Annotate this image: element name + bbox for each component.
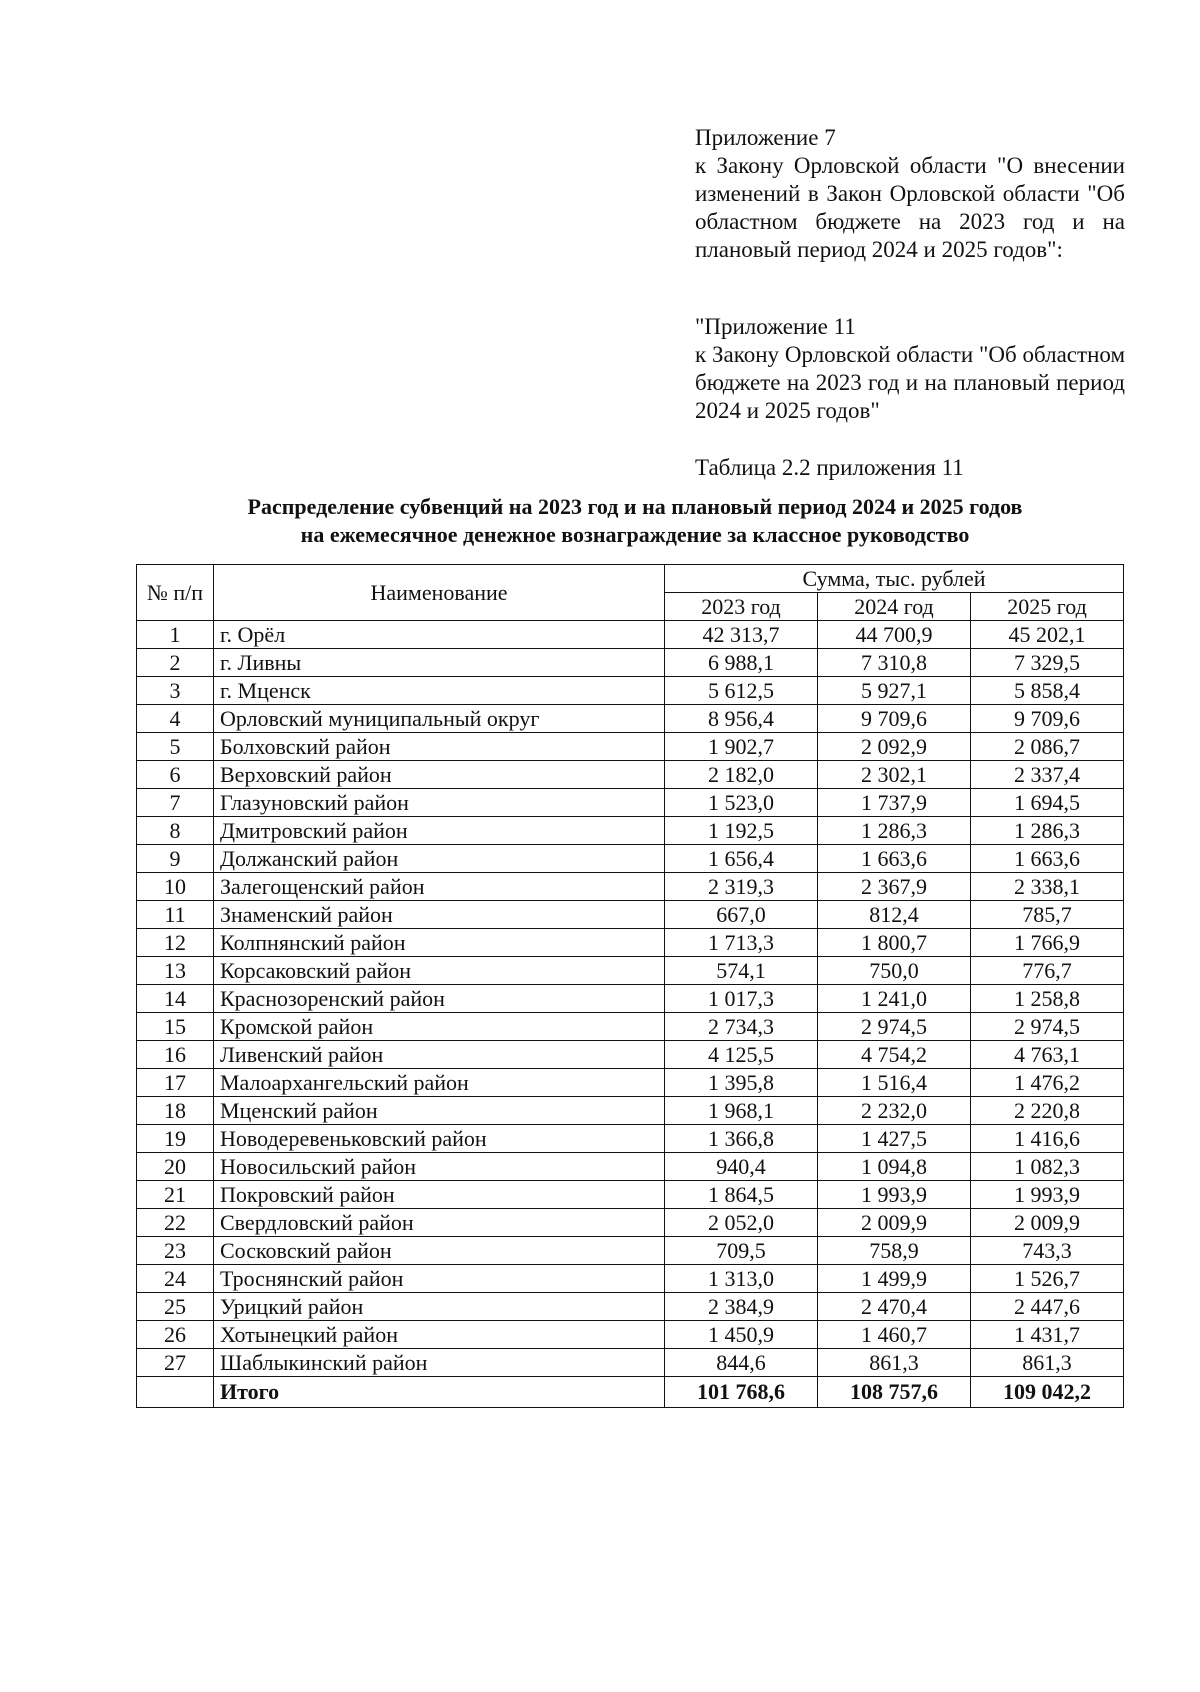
amount-2025: 1 416,6 [971, 1125, 1124, 1153]
amount-2025: 785,7 [971, 901, 1124, 929]
municipality-name: Орловский муниципальный округ [214, 705, 665, 733]
appendix-11-header [695, 313, 1125, 425]
row-number: 27 [137, 1349, 214, 1377]
row-number: 26 [137, 1321, 214, 1349]
amount-2024: 861,3 [818, 1349, 971, 1377]
row-number: 2 [137, 649, 214, 677]
row-number: 17 [137, 1069, 214, 1097]
municipality-name: Троснянский район [214, 1265, 665, 1293]
amount-2024: 1 737,9 [818, 789, 971, 817]
table-row [137, 1349, 1124, 1377]
amount-2025: 1 993,9 [971, 1181, 1124, 1209]
amount-2024: 9 709,6 [818, 705, 971, 733]
amount-2023: 1 523,0 [665, 789, 818, 817]
amount-2025: 2 338,1 [971, 873, 1124, 901]
amount-2023: 2 734,3 [665, 1013, 818, 1041]
amount-2023: 2 384,9 [665, 1293, 818, 1321]
municipality-name: Сосковский район [214, 1237, 665, 1265]
amount-2025: 2 447,6 [971, 1293, 1124, 1321]
amount-2023: 1 864,5 [665, 1181, 818, 1209]
municipality-name: Должанский район [214, 845, 665, 873]
document-title-line-1: Распределение субвенций на 2023 год и на плановый период 2024 и 2025 годов [247, 494, 1023, 519]
municipality-name: Верховский район [214, 761, 665, 789]
row-number: 10 [137, 873, 214, 901]
amount-2024: 1 993,9 [818, 1181, 971, 1209]
amount-2025: 2 974,5 [971, 1013, 1124, 1041]
subvention-table [136, 564, 1124, 1408]
amount-2025: 1 431,7 [971, 1321, 1124, 1349]
municipality-name: г. Орёл [214, 621, 665, 649]
amount-2023: 2 052,0 [665, 1209, 818, 1237]
amount-2025: 743,3 [971, 1237, 1124, 1265]
amount-2023: 4 125,5 [665, 1041, 818, 1069]
amount-2025: 4 763,1 [971, 1041, 1124, 1069]
amount-2025: 1 082,3 [971, 1153, 1124, 1181]
row-number: 8 [137, 817, 214, 845]
municipality-name: Болховский район [214, 733, 665, 761]
total-row [137, 1377, 1124, 1408]
amount-2024: 2 232,0 [818, 1097, 971, 1125]
municipality-name: Малоархангельский район [214, 1069, 665, 1097]
row-number: 9 [137, 845, 214, 873]
appendix-7-text: к Закону Орловской области "О внесении изменений в Закон Орловской области "Об областном бюджете на 2023 год и на плановый период 2024 и 2025 годов": [695, 153, 1125, 262]
table-row [137, 1013, 1124, 1041]
row-number: 24 [137, 1265, 214, 1293]
row-number: 25 [137, 1293, 214, 1321]
amount-2024: 750,0 [818, 957, 971, 985]
amount-2025: 1 286,3 [971, 817, 1124, 845]
document-title [150, 493, 1120, 549]
amount-2023: 1 713,3 [665, 929, 818, 957]
amount-2023: 2 182,0 [665, 761, 818, 789]
row-number: 20 [137, 1153, 214, 1181]
row-number: 12 [137, 929, 214, 957]
amount-2025: 1 663,6 [971, 845, 1124, 873]
row-number: 5 [137, 733, 214, 761]
amount-2025: 2 220,8 [971, 1097, 1124, 1125]
table-row [137, 985, 1124, 1013]
amount-2024: 7 310,8 [818, 649, 971, 677]
amount-2024: 1 241,0 [818, 985, 971, 1013]
amount-2024: 1 800,7 [818, 929, 971, 957]
amount-2024: 2 302,1 [818, 761, 971, 789]
amount-2024: 1 663,6 [818, 845, 971, 873]
municipality-name: Урицкий район [214, 1293, 665, 1321]
municipality-name: Дмитровский район [214, 817, 665, 845]
amount-2023: 42 313,7 [665, 621, 818, 649]
row-number: 13 [137, 957, 214, 985]
municipality-name: Свердловский район [214, 1209, 665, 1237]
municipality-name: Ливенский район [214, 1041, 665, 1069]
amount-2024: 4 754,2 [818, 1041, 971, 1069]
municipality-name: Глазуновский район [214, 789, 665, 817]
table-row [137, 705, 1124, 733]
amount-2025: 776,7 [971, 957, 1124, 985]
table-row [137, 1069, 1124, 1097]
table-reference: Таблица 2.2 приложения 11 [695, 455, 964, 480]
row-number: 6 [137, 761, 214, 789]
amount-2023: 1 656,4 [665, 845, 818, 873]
municipality-name: Корсаковский район [214, 957, 665, 985]
table-row [137, 1209, 1124, 1237]
municipality-name: Шаблыкинский район [214, 1349, 665, 1377]
header-year-2024: 2024 год [818, 593, 971, 621]
total-2025: 109 042,2 [971, 1377, 1124, 1408]
appendix-7-title: Приложение 7 [695, 125, 836, 150]
amount-2024: 1 094,8 [818, 1153, 971, 1181]
municipality-name: г. Мценск [214, 677, 665, 705]
amount-2023: 940,4 [665, 1153, 818, 1181]
row-number: 18 [137, 1097, 214, 1125]
amount-2023: 2 319,3 [665, 873, 818, 901]
table-body [137, 621, 1124, 1377]
row-number: 4 [137, 705, 214, 733]
total-2024: 108 757,6 [818, 1377, 971, 1408]
table-row [137, 789, 1124, 817]
header-sum: Сумма, тыс. рублей [665, 565, 1124, 593]
amount-2025: 2 086,7 [971, 733, 1124, 761]
amount-2023: 1 450,9 [665, 1321, 818, 1349]
table-row [137, 733, 1124, 761]
table-row [137, 1041, 1124, 1069]
amount-2025: 1 694,5 [971, 789, 1124, 817]
header-name: Наименование [214, 565, 665, 621]
amount-2025: 45 202,1 [971, 621, 1124, 649]
amount-2023: 1 968,1 [665, 1097, 818, 1125]
table-row [137, 873, 1124, 901]
amount-2024: 1 460,7 [818, 1321, 971, 1349]
table-row [137, 957, 1124, 985]
row-number: 22 [137, 1209, 214, 1237]
amount-2024: 5 927,1 [818, 677, 971, 705]
amount-2025: 2 009,9 [971, 1209, 1124, 1237]
amount-2025: 1 258,8 [971, 985, 1124, 1013]
amount-2024: 1 427,5 [818, 1125, 971, 1153]
table-row [137, 1321, 1124, 1349]
appendix-7-header [695, 124, 1125, 264]
amount-2023: 574,1 [665, 957, 818, 985]
municipality-name: Колпнянский район [214, 929, 665, 957]
municipality-name: Мценский район [214, 1097, 665, 1125]
amount-2023: 8 956,4 [665, 705, 818, 733]
header-number: № п/п [137, 565, 214, 621]
municipality-name: Новосильский район [214, 1153, 665, 1181]
amount-2023: 1 017,3 [665, 985, 818, 1013]
municipality-name: Краснозоренский район [214, 985, 665, 1013]
municipality-name: Покровский район [214, 1181, 665, 1209]
amount-2024: 1 286,3 [818, 817, 971, 845]
row-number: 7 [137, 789, 214, 817]
table-row [137, 1153, 1124, 1181]
header-year-2025: 2025 год [971, 593, 1124, 621]
amount-2025: 1 766,9 [971, 929, 1124, 957]
row-number: 16 [137, 1041, 214, 1069]
table-row [137, 845, 1124, 873]
amount-2025: 7 329,5 [971, 649, 1124, 677]
table-row [137, 1125, 1124, 1153]
amount-2023: 5 612,5 [665, 677, 818, 705]
row-number: 14 [137, 985, 214, 1013]
amount-2025: 1 526,7 [971, 1265, 1124, 1293]
table-row [137, 1097, 1124, 1125]
amount-2023: 1 902,7 [665, 733, 818, 761]
amount-2024: 44 700,9 [818, 621, 971, 649]
amount-2023: 1 192,5 [665, 817, 818, 845]
table-row [137, 901, 1124, 929]
total-label: Итого [214, 1377, 665, 1408]
amount-2025: 2 337,4 [971, 761, 1124, 789]
amount-2024: 758,9 [818, 1237, 971, 1265]
row-number: 23 [137, 1237, 214, 1265]
total-2023: 101 768,6 [665, 1377, 818, 1408]
table-row [137, 1237, 1124, 1265]
document-title-line-2: на ежемесячное денежное вознаграждение за классное руководство [300, 522, 970, 547]
amount-2024: 812,4 [818, 901, 971, 929]
appendix-11-title: "Приложение 11 [695, 314, 856, 339]
row-number: 19 [137, 1125, 214, 1153]
total-number-cell [137, 1377, 214, 1408]
amount-2024: 2 367,9 [818, 873, 971, 901]
table-row [137, 761, 1124, 789]
table-row [137, 817, 1124, 845]
amount-2024: 2 470,4 [818, 1293, 971, 1321]
row-number: 11 [137, 901, 214, 929]
amount-2023: 667,0 [665, 901, 818, 929]
amount-2023: 709,5 [665, 1237, 818, 1265]
amount-2023: 1 313,0 [665, 1265, 818, 1293]
table-row [137, 929, 1124, 957]
table-row [137, 649, 1124, 677]
table-row [137, 1293, 1124, 1321]
amount-2025: 861,3 [971, 1349, 1124, 1377]
table-row [137, 1265, 1124, 1293]
amount-2025: 5 858,4 [971, 677, 1124, 705]
amount-2023: 6 988,1 [665, 649, 818, 677]
municipality-name: Хотынецкий район [214, 1321, 665, 1349]
row-number: 15 [137, 1013, 214, 1041]
row-number: 21 [137, 1181, 214, 1209]
row-number: 1 [137, 621, 214, 649]
municipality-name: г. Ливны [214, 649, 665, 677]
amount-2024: 1 499,9 [818, 1265, 971, 1293]
amount-2024: 1 516,4 [818, 1069, 971, 1097]
amount-2023: 1 366,8 [665, 1125, 818, 1153]
appendix-11-text: к Закону Орловской области "Об областном бюджете на 2023 год и на плановый период 2024 и 2025 годов" [695, 342, 1125, 423]
table-row [137, 677, 1124, 705]
amount-2024: 2 974,5 [818, 1013, 971, 1041]
amount-2024: 2 092,9 [818, 733, 971, 761]
table-row [137, 621, 1124, 649]
amount-2023: 1 395,8 [665, 1069, 818, 1097]
amount-2024: 2 009,9 [818, 1209, 971, 1237]
row-number: 3 [137, 677, 214, 705]
amount-2023: 844,6 [665, 1349, 818, 1377]
amount-2025: 1 476,2 [971, 1069, 1124, 1097]
municipality-name: Знаменский район [214, 901, 665, 929]
amount-2025: 9 709,6 [971, 705, 1124, 733]
table-row [137, 1181, 1124, 1209]
header-year-2023: 2023 год [665, 593, 818, 621]
municipality-name: Кромской район [214, 1013, 665, 1041]
municipality-name: Новодеревеньковский район [214, 1125, 665, 1153]
municipality-name: Залегощенский район [214, 873, 665, 901]
